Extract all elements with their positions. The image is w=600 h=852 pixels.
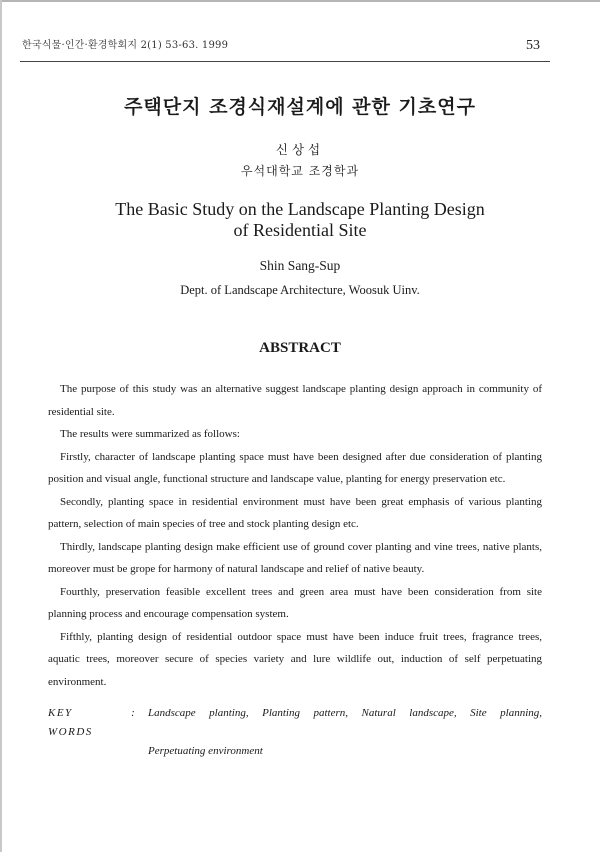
- keywords-label: KEY WORDS: [48, 707, 93, 738]
- abstract-paragraph: Secondly, planting space in residential environment must have been great emphasis of various planting pattern, selection of main species of tree and stock planting design etc.: [48, 495, 542, 530]
- header-divider: [20, 61, 550, 62]
- abstract-paragraph: The purpose of this study was an alternative suggest landscape planting design approach in community of residential site.: [48, 383, 542, 418]
- keywords-list-line-1: Landscape planting, Planting pattern, Natural landscape, Site planning,: [148, 707, 542, 719]
- english-title-line-1: The Basic Study on the Landscape Planting Design: [115, 199, 485, 219]
- english-title-line-2: of Residential Site: [233, 220, 367, 240]
- abstract-body: [48, 378, 542, 693]
- korean-affiliation: 우석대학교 조경학과: [240, 164, 360, 178]
- english-affiliation: Dept. of Landscape Architecture, Woosuk Uinv.: [180, 283, 420, 297]
- korean-title: 주택단지 조경식재설계에 관한 기초연구: [124, 96, 476, 118]
- english-title: [0, 199, 600, 241]
- abstract-paragraph: Fourthly, preservation feasible excellent trees and green area must have been consideration from site planning process and encourage compensation system.: [48, 585, 542, 620]
- page-number: 53: [526, 38, 540, 53]
- korean-author-name: 신상섭: [275, 142, 325, 157]
- keywords-separator: :: [131, 707, 135, 719]
- scan-border-left: [0, 0, 2, 852]
- journal-citation: 한국식물·인간·환경학회지 2(1) 53-63. 1999: [22, 40, 229, 51]
- keywords-block: [48, 704, 542, 761]
- abstract-paragraph: Fifthly, planting design of residential outdoor space must have been induce fruit trees, fragrance trees, aquatic trees, moreover secure of species variety and lure wildlife out, induction of self perpetuating environment.: [48, 630, 542, 688]
- abstract-paragraph: Thirdly, landscape planting design make efficient use of ground cover planting and vine trees, native plants, moreover must be grope for harmony of natural landscape and relief of native beauty.: [48, 540, 542, 575]
- abstract-paragraph: Firstly, character of landscape planting space must have been designed after due consideration of planting position and visual angle, functional structure and landscape value, planting for energy preservation etc.: [48, 450, 542, 485]
- english-author-name: Shin Sang-Sup: [259, 258, 341, 273]
- scan-border-top: [0, 0, 600, 2]
- keywords-first-row: [48, 704, 542, 742]
- abstract-heading: ABSTRACT: [259, 340, 341, 356]
- keywords-list-line-2: Perpetuating environment: [148, 745, 263, 757]
- abstract-paragraph: The results were summarized as follows:: [60, 428, 240, 440]
